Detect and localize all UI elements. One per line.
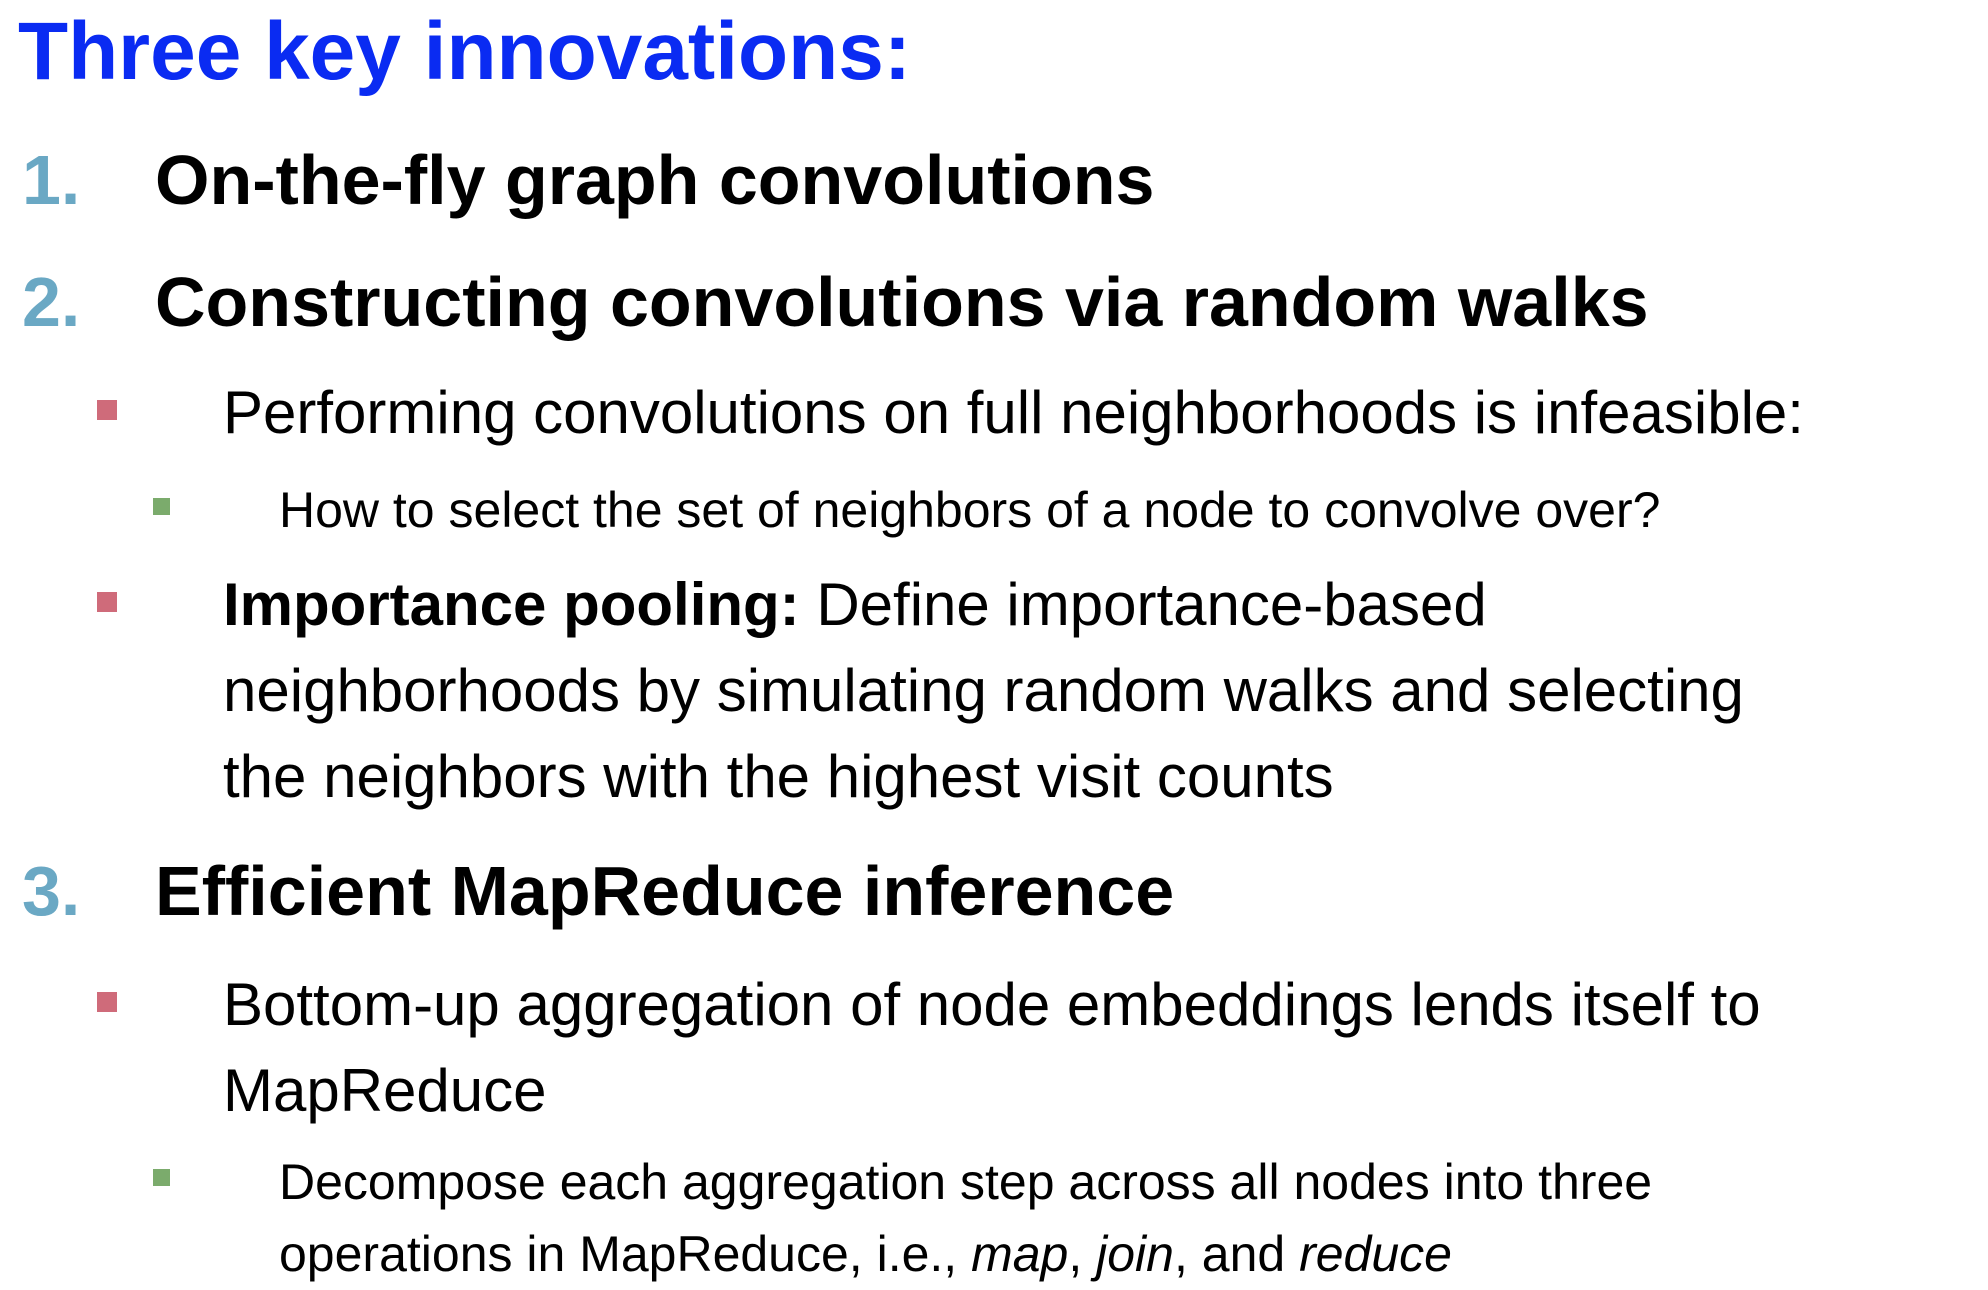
sub-bullet-paragraph xyxy=(279,1146,1969,1290)
item-number: 3. xyxy=(22,852,81,930)
bullet-line: the neighbors with the highest visit counts xyxy=(223,743,1334,810)
item-number: 2. xyxy=(22,263,81,341)
italic-term-reduce: reduce xyxy=(1299,1226,1452,1282)
italic-term-join: join xyxy=(1096,1226,1174,1282)
item-heading: Constructing convolutions via random walks xyxy=(155,263,1649,341)
item-number: 1. xyxy=(22,141,81,219)
inline-text: , xyxy=(1068,1226,1097,1282)
italic-term-map: map xyxy=(971,1226,1069,1282)
bullet-line: MapReduce xyxy=(223,1057,547,1124)
bullet-square-icon xyxy=(97,992,117,1012)
bullet-square-icon xyxy=(97,400,117,420)
inline-text: operations in MapReduce, i.e., xyxy=(279,1226,972,1282)
inline-text: , and xyxy=(1173,1226,1300,1282)
sub-bullet-line: Decompose each aggregation step across all nodes into three xyxy=(279,1154,1653,1210)
bullet-square-icon xyxy=(97,592,117,612)
item-heading: Efficient MapReduce inference xyxy=(155,852,1175,930)
bullet-line: neighborhoods by simulating random walks and selecting xyxy=(223,657,1744,724)
slide-title: Three key innovations: xyxy=(18,6,912,97)
bullet-line xyxy=(223,562,1963,648)
sub-bullet-square-icon xyxy=(153,498,170,515)
bullet-paragraph xyxy=(223,962,1963,1134)
bullet-line: Bottom-up aggregation of node embeddings lends itself to xyxy=(223,971,1761,1038)
bullet-lead-text: Importance pooling: xyxy=(223,571,800,638)
sub-bullet-line xyxy=(279,1218,1969,1290)
sub-bullet-square-icon xyxy=(153,1169,170,1186)
bullet-paragraph xyxy=(223,562,1963,820)
bullet-text: Performing convolutions on full neighborhoods is infeasible: xyxy=(223,379,1804,446)
item-heading: On-the-fly graph convolutions xyxy=(155,141,1155,219)
sub-bullet-text: How to select the set of neighbors of a node to convolve over? xyxy=(279,482,1661,538)
bullet-text: Define importance-based xyxy=(799,571,1487,638)
